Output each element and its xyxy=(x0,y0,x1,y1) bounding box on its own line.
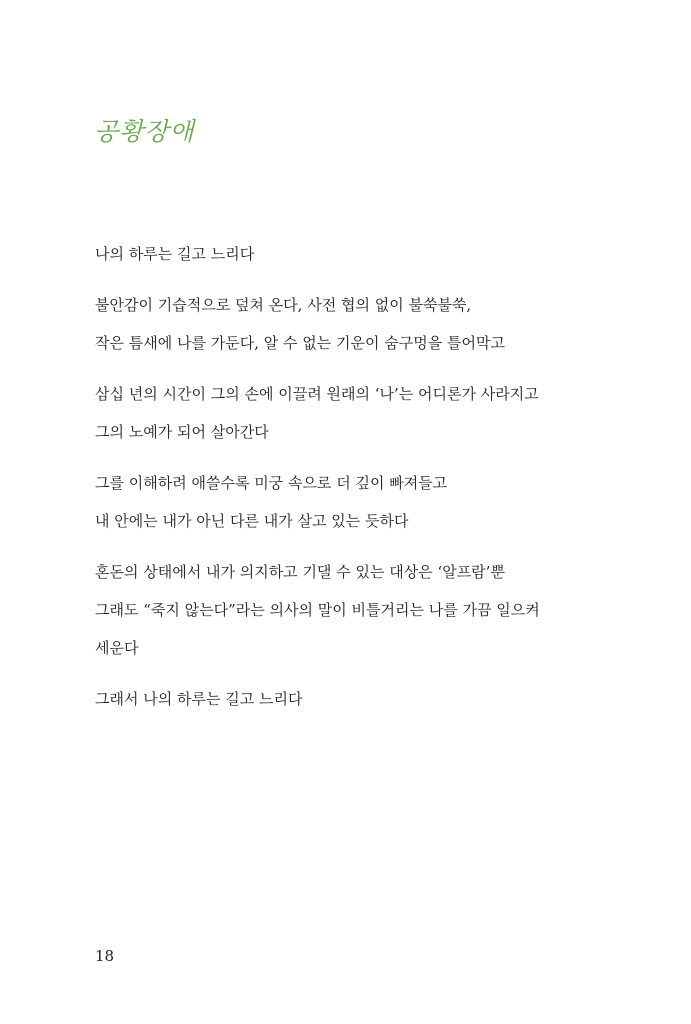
poem-line: 세운다 xyxy=(95,639,139,657)
poem-line: 그를 이해하려 애쓸수록 미궁 속으로 더 깊이 빠져들고 xyxy=(95,474,448,492)
poem-line: 그의 노예가 되어 살아간다 xyxy=(95,423,269,441)
poem-line: 그래서 나의 하루는 길고 느리다 xyxy=(95,690,303,708)
poem-body xyxy=(95,244,595,740)
poem-line: 나의 하루는 길고 느리다 xyxy=(95,245,255,263)
stanza-3 xyxy=(95,384,595,442)
poem-line: 삼십 년의 시간이 그의 손에 이끌려 원래의 ‘나’는 어디론가 사라지고 xyxy=(95,385,539,403)
page-number: 18 xyxy=(95,947,115,965)
poem-line: 혼돈의 상태에서 내가 의지하고 기댈 수 있는 대상은 ‘알프람’뿐 xyxy=(95,563,505,581)
poem-title: 공황장애 xyxy=(94,117,195,146)
stanza-6 xyxy=(95,689,595,709)
stanza-1 xyxy=(95,244,595,264)
poem-line: 불안감이 기습적으로 덮쳐 온다, 사전 협의 없이 불쑥불쑥, xyxy=(95,296,472,314)
stanza-5 xyxy=(95,562,595,658)
poem-line: 작은 틈새에 나를 가둔다, 알 수 없는 기운이 숨구멍을 틀어막고 xyxy=(95,334,505,352)
poem-line: 내 안에는 내가 아닌 다른 내가 살고 있는 듯하다 xyxy=(95,512,409,530)
stanza-4 xyxy=(95,473,595,531)
stanza-2 xyxy=(95,295,595,353)
poem-line: 그래도 “죽지 않는다”라는 의사의 말이 비틀거리는 나를 가끔 일으켜 xyxy=(95,601,540,619)
